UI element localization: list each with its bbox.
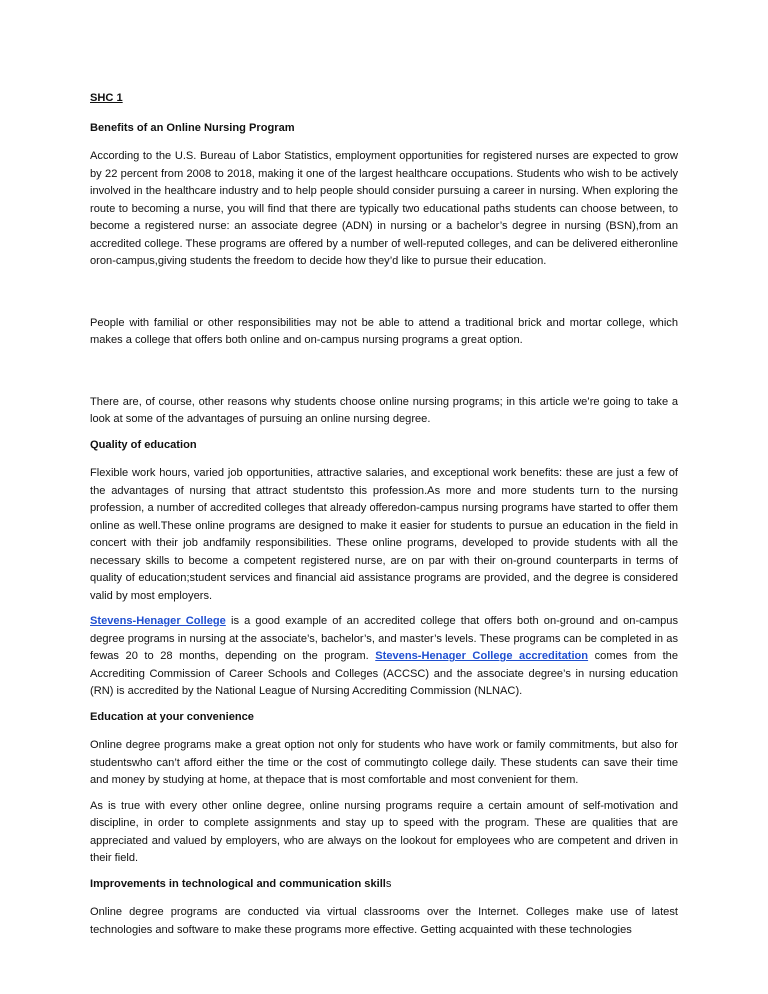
section-code: SHC 1 bbox=[90, 92, 123, 104]
heading-skills bbox=[90, 876, 678, 894]
accreditation-link[interactable]: Stevens-Henager College accreditation bbox=[375, 650, 589, 662]
document-page bbox=[90, 90, 678, 947]
paragraph-stevens-henager bbox=[90, 613, 678, 701]
paragraph-virtual-classrooms: Online degree programs are conducted via virtual classrooms over the Internet. Colleges make use of latest technologies and software to make these programs more effective. Getting acquainted with these technologies bbox=[90, 906, 678, 936]
paragraph-text: is a good example of an accredited college that offers both on-ground and on-campus degree programs in nursing at the associate’s, bachelor’s, and master’s levels. These programs can be completed in as fewas 20 to 28 months, depending on the program. bbox=[90, 615, 678, 662]
document-title: Benefits of an Online Nursing Program bbox=[90, 121, 295, 134]
paragraph-reasons: There are, of course, other reasons why students choose online nursing programs; in this article we’re going to take a look at some of the advantages of pursuing an online nursing degree. bbox=[90, 395, 678, 425]
paragraph-responsibilities: People with familial or other responsibilities may not be able to attend a traditional brick and mortar college, which makes a college that offers both online and on-campus nursing programs a great option. bbox=[90, 316, 678, 346]
paragraph-quality: Flexible work hours, varied job opportunities, attractive salaries, and exceptional work benefits: these are just a few of the advantages of nursing that attract studentsto this profession.As more and more students turn to the nursing profession, a number of accredited colleges that already offeredon-campus nursing programs have started to offer them online as well.These online programs are designed to make it easier for students to pursue an education in the field in concert with their job andfamily responsibilities. These online programs, developed to provide students with all the necessary skills to become a competent registered nurse, are on par with their on-ground counterparts in terms of quality of education;student services and financial aid assistance programs are provided, and the degree is considered valid by most employers. bbox=[90, 467, 678, 602]
paragraph-convenience: Online degree programs make a great option not only for students who have work or family commitments, but also for studentswho can’t afford either the time or the cost of commutingto college daily. These students can save their time and money by studying at home, at thepace that is most comfortable and most convenient for them. bbox=[90, 739, 678, 786]
paragraph-self-motivation: As is true with every other online degree, online nursing programs require a certain amount of self-motivation and discipline, in order to complete assignments and stay up to speed with the program. These are qualities that are appreciated and valued by employers, who are always on the lookout for employees who are competent and driven in their field. bbox=[90, 799, 678, 864]
heading-quality: Quality of education bbox=[90, 438, 197, 451]
heading-skills-tail: s bbox=[385, 877, 392, 890]
stevens-henager-link[interactable]: Stevens-Henager College bbox=[90, 615, 226, 627]
heading-convenience: Education at your convenience bbox=[90, 710, 254, 723]
paragraph-intro: According to the U.S. Bureau of Labor Statistics, employment opportunities for registered nurses are expected to grow by 22 percent from 2008 to 2018, making it one of the largest healthcare occupations. Students who wish to be actively involved in the healthcare industry and to help people should consider pursuing a career in nursing. When exploring the route to becoming a nurse, you will find that there are typically two educational paths students can choose between, to become a registered nurse: an associate degree (ADN) in nursing or a bachelor’s degree in nursing (BSN),from an accredited college. These programs are offered by a number of well-reputed colleges, and can be delivered eitheronline oron-campus,giving students the freedom to decide how they’d like to pursue their education. bbox=[90, 150, 678, 267]
paragraph-text: comes from the Accrediting Commission of Career Schools and Colleges (ACCSC) and the associate degree’s in nursing education (RN) is accredited by the National League of Nursing Accrediting Commission (NLNAC). bbox=[90, 650, 679, 697]
spacer bbox=[90, 358, 678, 394]
spacer bbox=[90, 279, 678, 315]
heading-skills-text: Improvements in technological and communication skill bbox=[90, 877, 386, 890]
